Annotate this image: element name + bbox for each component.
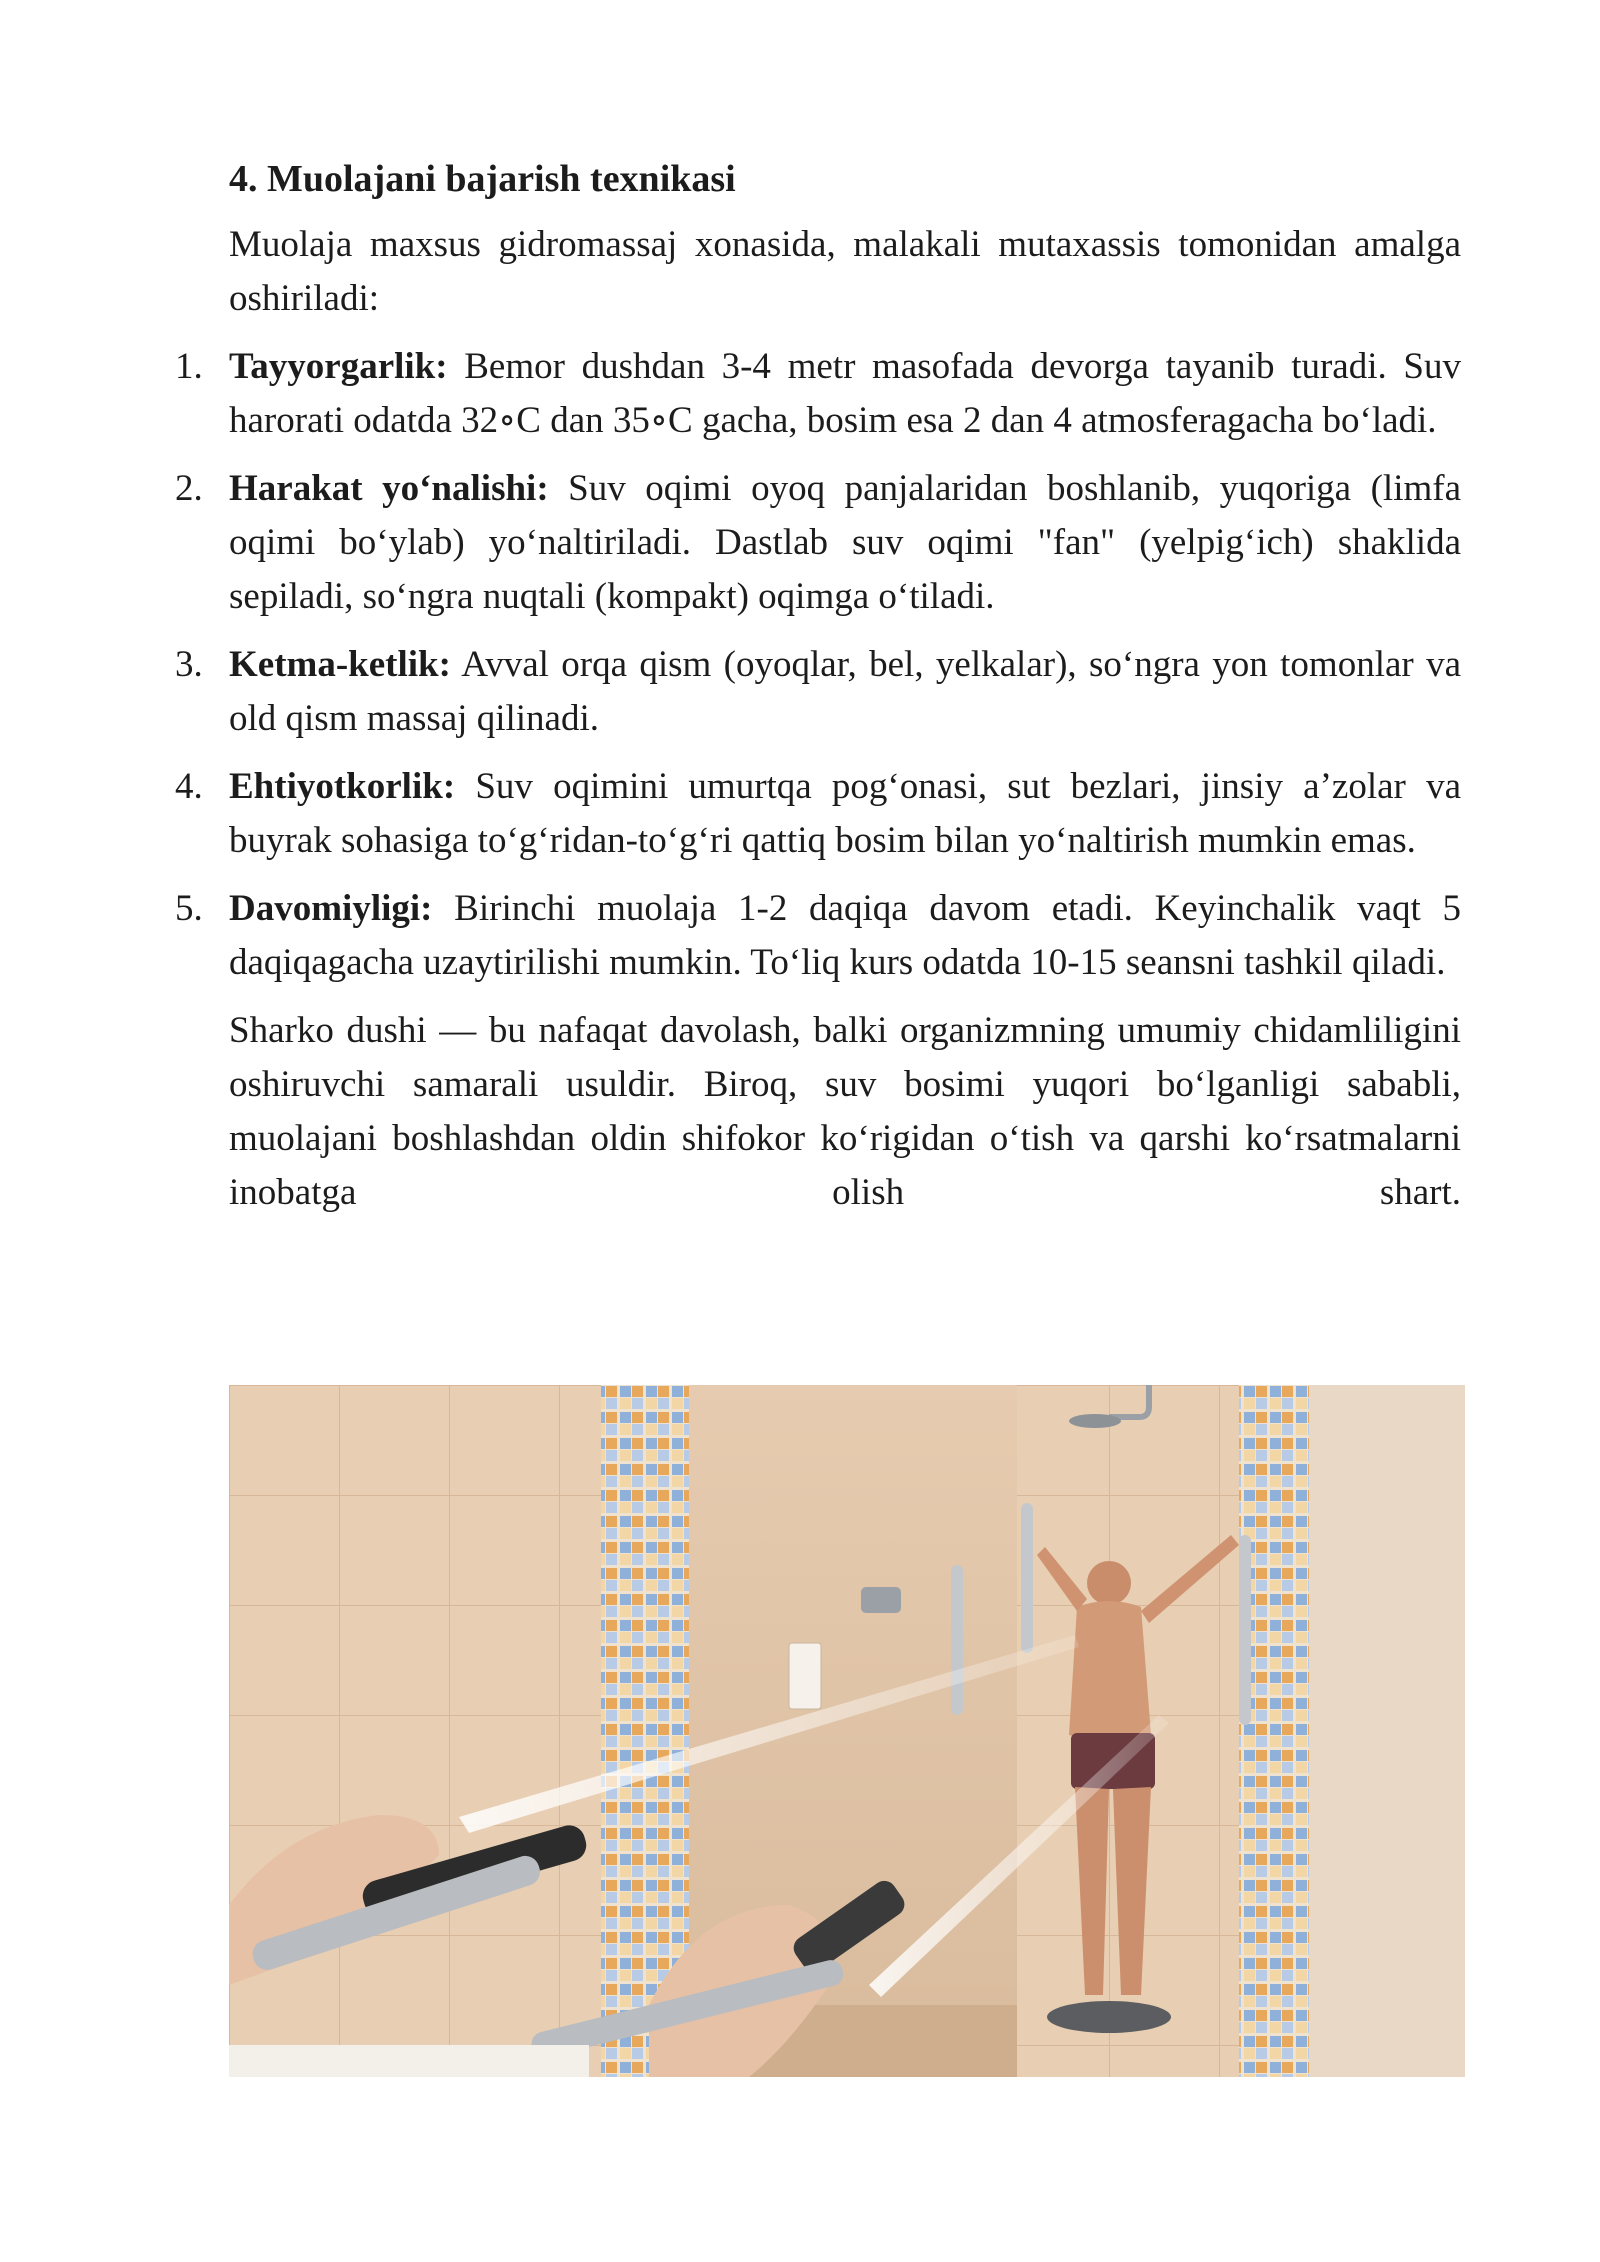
step-number: 1. [175,346,203,387]
list-item [175,340,1461,448]
list-item [175,882,1461,990]
procedure-steps-list [175,340,1462,990]
step-number: 3. [175,644,203,685]
step-term: Ehtiyotkorlik: [229,766,456,807]
conclusion-paragraph: Sharko dushi — bu nafaqat davolash, balki organizmning umumiy chidamliligini oshiruvchi samarali usuldir. Biroq, suv bosimi yuqori bo‘lganligi sababli, muolajani boshlashdan oldin shifokor ko‘rigidan o‘tish va qarshi ko‘rsatmalarni inobatga olish shart. [229,1010,1461,1213]
step-text: Birinchi muolaja 1-2 daqiqa davom etadi. Keyinchalik vaqt 5 daqiqagacha uzaytirilishi mumkin. To‘liq kurs odatda 10-15 seansni tashkil qiladi. [229,888,1461,983]
step-number: 2. [175,468,203,509]
step-number: 5. [175,888,203,929]
step-text: Avval orqa qism (oyoqlar, bel, yelkalar), so‘ngra yon tomonlar va old qism massaj qilinadi. [229,644,1461,739]
section-heading: 4. Muolajani bajarish texnikasi [229,158,736,200]
step-term: Ketma-ketlik: [229,644,451,685]
document-content [175,152,1462,1234]
step-text: Suv oqimi oyoq panjalaridan boshlanib, yuqoriga (limfa oqimi bo‘ylab) yo‘naltiriladi. Dastlab suv oqimi "fan" (yelpig‘ich) shaklida sepiladi, so‘ngra nuqtali (kompakt) oqimga o‘tiladi. [229,468,1462,617]
step-text: Suv oqimini umurtqa pog‘onasi, sut bezlari, jinsiy a’zolar va buyrak sohasiga to‘g‘ridan-to‘g‘ri qattiq bosim bilan yo‘naltirish mumkin emas. [229,766,1461,861]
list-item [175,760,1461,868]
intro-paragraph: Muolaja maxsus gidromassaj xonasida, malakali mutaxassis tomonidan amalga oshiriladi: [229,224,1461,319]
step-text: Bemor dushdan 3-4 metr masofada devorga tayanib turadi. Suv harorati odatda 32∘C dan 35∘C gacha, bosim esa 2 dan 4 atmosferagacha bo‘ladi. [229,346,1461,441]
charcot-shower-photo [229,1385,1465,2077]
list-item [175,638,1461,746]
list-item [175,462,1462,624]
step-term: Harakat yo‘nalishi: [229,468,549,509]
step-number: 4. [175,766,203,807]
step-term: Davomiyligi: [229,888,433,929]
step-term: Tayyorgarlik: [229,346,448,387]
